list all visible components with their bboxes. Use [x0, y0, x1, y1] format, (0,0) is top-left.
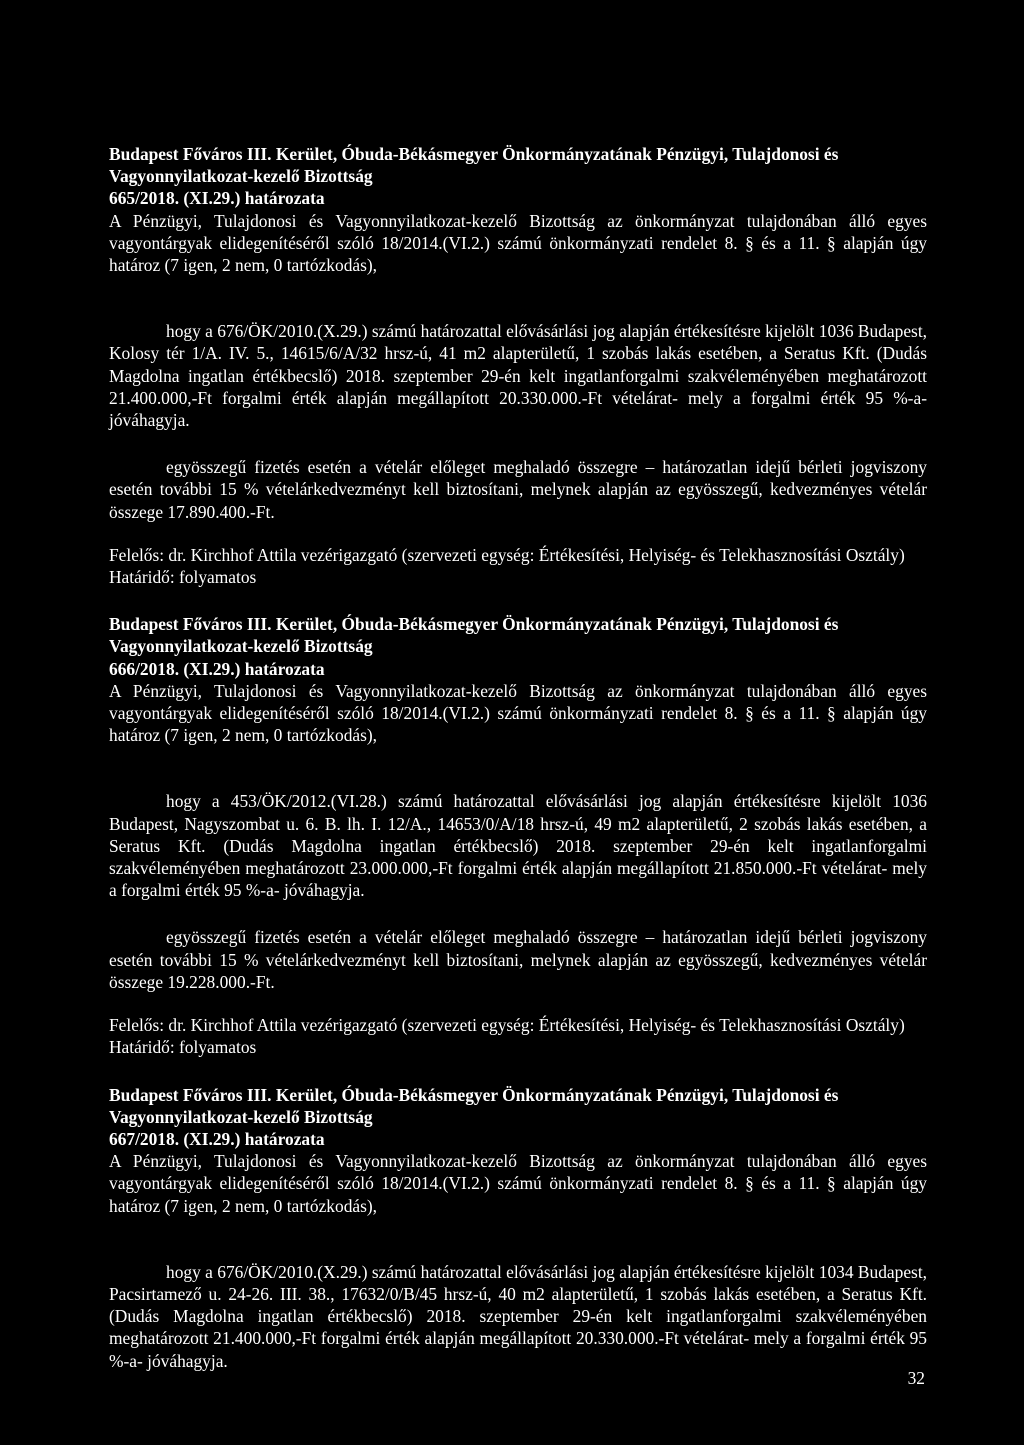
- resolution-665: [109, 143, 927, 588]
- heading-line: Vagyonnyilatkozat-kezelő Bizottság: [109, 1106, 373, 1127]
- resolution-number: 666/2018. (XI.29.) határozata: [109, 658, 325, 679]
- resolution-666: [109, 613, 927, 1058]
- resolution-intro: A Pénzügyi, Tulajdonosi és Vagyonnyilatkozat-kezelő Bizottság az önkormányzat tulajdonában álló egyes vagyontárgyak elidegenítéséről szóló 18/2014.(VI.2.) számú önkormányzati rendelet 8. § és a 11. § alapján úgy határoz (7 igen, 2 nem, 0 tartózkodás),: [109, 1151, 927, 1216]
- responsible-person: Felelős: dr. Kirchhof Attila vezérigazgató (szervezeti egység: Értékesítési, Helyiség- és Telekhasznosítási Osztály): [109, 544, 905, 565]
- deadline: Határidő: folyamatos: [109, 1037, 257, 1058]
- committee-heading: [109, 1084, 927, 1151]
- committee-heading: [109, 613, 927, 680]
- heading-line: Budapest Főváros III. Kerület, Óbuda-Békásmegyer Önkormányzatának Pénzügyi, Tulajdonosi és: [109, 1084, 839, 1105]
- resolution-number: 667/2018. (XI.29.) határozata: [109, 1128, 325, 1149]
- committee-heading: [109, 143, 927, 210]
- heading-line: Budapest Főváros III. Kerület, Óbuda-Békásmegyer Önkormányzatának Pénzügyi, Tulajdonosi és: [109, 614, 839, 635]
- resolution-intro: A Pénzügyi, Tulajdonosi és Vagyonnyilatkozat-kezelő Bizottság az önkormányzat tulajdonában álló egyes vagyontárgyak elidegenítéséről szóló 18/2014.(VI.2.) számú önkormányzati rendelet 8. § és a 11. § alapján úgy határoz (7 igen, 2 nem, 0 tartózkodás),: [109, 680, 927, 746]
- heading-line: Vagyonnyilatkozat-kezelő Bizottság: [109, 166, 373, 187]
- page-number: 32: [907, 1368, 925, 1388]
- resolution-decision: hogy a 676/ÖK/2010.(X.29.) számú határozattal elővásárlási jog alapján értékesítésre kijelölt 1036 Budapest, Kolosy tér 1/A. IV. 5., 14615/6/A/32 hrsz-ú, 41 m2 alapterületű, 1 szobás lakás esetében, a Seratus Kft. (Dudás Magdolna ingatlan értékbecslő) 2018. szeptember 29-én kelt ingatlanforgalmi szakvéleményében meghatározott 21.400.000,-Ft forgalmi érték alapján megállapított 20.330.000.-Ft vételárat- mely a forgalmi érték 95 %-a- jóváhagyja.: [109, 321, 927, 431]
- heading-line: Vagyonnyilatkozat-kezelő Bizottság: [109, 636, 373, 657]
- resolution-discount: egyösszegű fizetés esetén a vételár előleget meghaladó összegre – határozatlan idejű bérleti jogviszony esetén további 15 % vételárkedvezményt kell biztosítani, melynek alapján az egyösszegű, kedvezményes vételár összege 17.890.400.-Ft.: [109, 457, 927, 522]
- resolution-discount: egyösszegű fizetés esetén a vételár előleget meghaladó összegre – határozatlan idejű bérleti jogviszony esetén további 15 % vételárkedvezményt kell biztosítani, melynek alapján az egyösszegű, kedvezményes vételár összege 19.228.000.-Ft.: [109, 927, 927, 992]
- heading-line: Budapest Főváros III. Kerület, Óbuda-Békásmegyer Önkormányzatának Pénzügyi, Tulajdonosi és: [109, 144, 839, 164]
- responsible-person: Felelős: dr. Kirchhof Attila vezérigazgató (szervezeti egység: Értékesítési, Helyiség- és Telekhasznosítási Osztály): [109, 1015, 905, 1036]
- resolution-number: 665/2018. (XI.29.) határozata: [109, 188, 325, 209]
- deadline: Határidő: folyamatos: [109, 567, 257, 588]
- resolution-decision: hogy a 676/ÖK/2010.(X.29.) számú határozattal elővásárlási jog alapján értékesítésre kijelölt 1034 Budapest, Pacsirtamező u. 24-26. III. 38., 17632/0/B/45 hrsz-ú, 40 m2 alapterületű, 1 szobás lakás esetében, a Seratus Kft. (Dudás Magdolna ingatlan értékbecslő) 2018. szeptember 29-én kelt ingatlanforgalmi szakvéleményében meghatározott 21.400.000,-Ft forgalmi érték alapján megállapított 20.330.000.-Ft vételárat- mely a forgalmi érték 95 %-a- jóváhagyja.: [109, 1261, 927, 1371]
- resolution-667: [109, 1084, 927, 1372]
- resolution-intro: A Pénzügyi, Tulajdonosi és Vagyonnyilatkozat-kezelő Bizottság az önkormányzat tulajdonában álló egyes vagyontárgyak elidegenítéséről szóló 18/2014.(VI.2.) számú önkormányzati rendelet 8. § és a 11. § alapján úgy határoz (7 igen, 2 nem, 0 tartózkodás),: [109, 210, 927, 276]
- document-page: [109, 143, 927, 1372]
- resolution-decision: hogy a 453/ÖK/2012.(VI.28.) számú határozattal elővásárlási jog alapján értékesítésre kijelölt 1036 Budapest, Nagyszombat u. 6. B. lh. I. 12/A., 14653/0/A/18 hrsz-ú, 49 m2 alapterületű, 2 szobás lakás esetében, a Seratus Kft. (Dudás Magdolna ingatlan értékbecslő) 2018. szeptember 29-én kelt ingatlanforgalmi szakvéleményében meghatározott 23.000.000,-Ft forgalmi érték alapján megállapított 21.850.000.-Ft vételárat- mely a forgalmi érték 95 %-a- jóváhagyja.: [109, 791, 927, 901]
